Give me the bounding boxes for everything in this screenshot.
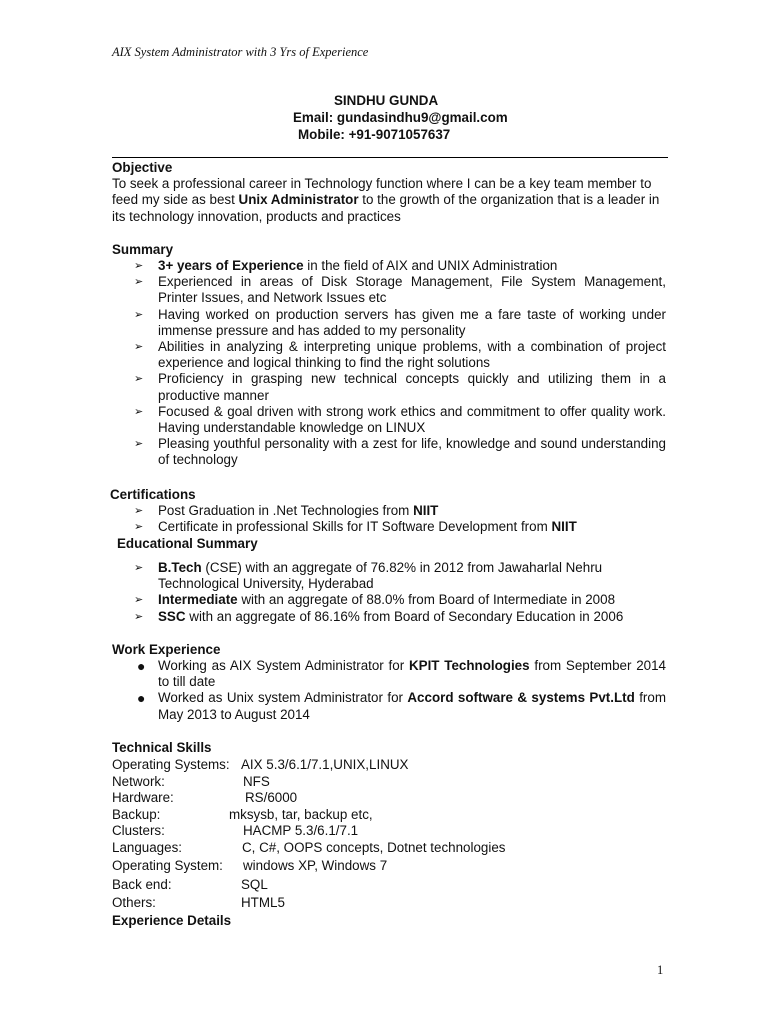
list-item: ➢ Experienced in areas of Disk Storage Management, File System Management, Printer Issues, and Network Issues etc — [134, 274, 666, 306]
list-item: ➢ 3+ years of Experience in the field of AIX and UNIX Administration — [134, 258, 558, 273]
list-item: ● Working as AIX System Administrator for KPIT Technologies from September 2014 to till date — [137, 658, 666, 690]
education-heading: Educational Summary — [117, 536, 258, 551]
work-heading: Work Experience — [112, 642, 221, 657]
list-item: ➢ B.Tech (CSE) with an aggregate of 76.82% in 2012 from Jawaharlal Nehru Technological University, Hyderabad — [134, 560, 603, 592]
summary-heading: Summary — [112, 242, 174, 257]
work-list — [134, 658, 666, 723]
objective-heading: Objective — [112, 160, 173, 175]
list-item: ➢ SSC with an aggregate of 86.16% from Board of Secondary Education in 2006 — [134, 608, 624, 624]
certifications-list — [134, 503, 674, 535]
certifications-heading: Certifications — [110, 487, 196, 502]
list-item: ➢ Abilities in analyzing & interpreting unique problems, with a combination of project experience and logical thinking to find the right solutions — [134, 339, 666, 371]
list-item: ➢ Proficiency in grasping new technical concepts quickly and utilizing them in a productive manner — [134, 371, 666, 403]
list-item: ➢ Certificate in professional Skills for IT Software Development from NIIT — [134, 519, 577, 535]
header-note: AIX System Administrator with 3 Yrs of Experience — [112, 45, 369, 59]
list-item: ➢ Pleasing youthful personality with a zest for life, knowledge and sound understanding of technology — [134, 436, 666, 468]
mobile-line: Mobile: +91-9071057637 — [298, 127, 451, 142]
email-line: Email: gundasindhu9@gmail.com — [293, 110, 508, 125]
summary-list — [134, 258, 666, 469]
list-item: ➢ Having worked on production servers has given me a fare taste of working under immense pressure and has added to my personality — [134, 306, 666, 338]
objective-text: To seek a professional career in Technology function where I can be a key team member to feed my side as best Unix Administrator to the growth of the organization that is a leader in its technology innovation, products and practices — [112, 176, 660, 224]
list-item: ➢ Focused & goal driven with strong work ethics and commitment to offer quality work. Having understandable knowledge on LINUX — [134, 403, 666, 436]
education-list — [134, 560, 634, 625]
experience-details-heading: Experience Details — [112, 913, 232, 928]
skills-heading: Technical Skills — [112, 740, 212, 755]
list-item: ➢ Intermediate with an aggregate of 88.0% from Board of Intermediate in 2008 — [134, 592, 616, 608]
list-item: ● Worked as Unix system Administrator for Accord software & systems Pvt.Ltd from May 2013 to August 2014 — [137, 690, 666, 722]
candidate-name: SINDHU GUNDA — [334, 93, 439, 108]
header-divider — [112, 157, 668, 158]
list-item: ➢ Post Graduation in .Net Technologies from NIIT — [134, 503, 439, 518]
page-number: 1 — [657, 963, 664, 977]
